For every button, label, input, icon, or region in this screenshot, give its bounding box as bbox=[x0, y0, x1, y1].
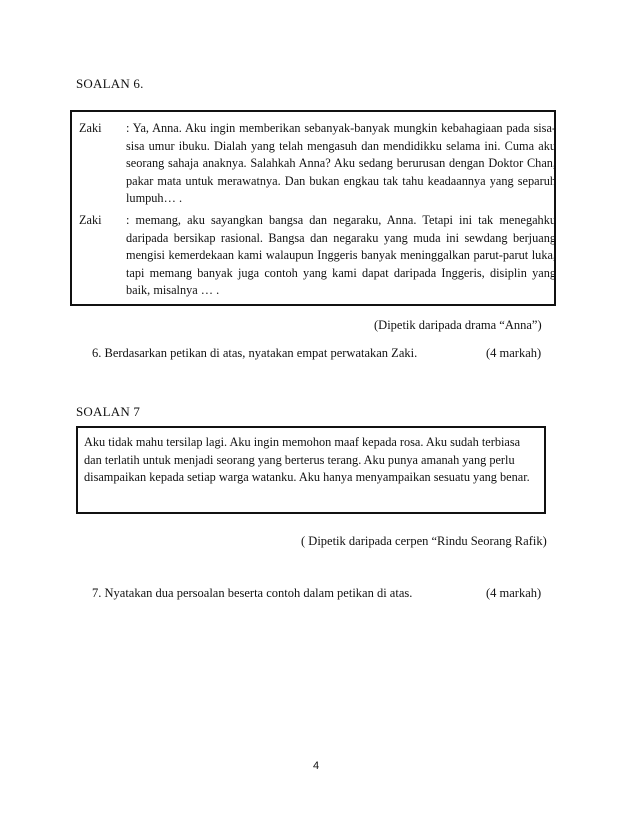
q7-marks: (4 markah) bbox=[486, 586, 542, 600]
page-number: 4 bbox=[313, 760, 320, 772]
speaker-label: Zaki bbox=[79, 213, 102, 227]
dialogue-text: : memang, aku sayangkan bangsa dan negaraku, Anna. Tetapi ini tak menegahku daripada bersikap rasional. Bangsa dan negaraku yang muda ini sewdang berjuang mengisi kemerdekaan kami walaupun Inggeris banyak meninggalkan parut-parut luka, tapi memang banyak juga contoh yang kami dapat daripada Inggeris, disiplin yang baik, misalnya … . bbox=[126, 213, 556, 297]
dialogue-text: : Ya, Anna. Aku ingin memberikan sebanyak-banyak mungkin kebahagiaan pada sisa-sisa umur ibuku. Dialah yang telah mengasuh dan mendidikku selama ini. Cuma aku seorang sahaja anaknya. Salahkah Anna? Aku sedang berurusan dengan Doktor Chan, pakar mata untuk merawatnya. Dan bukan engkau tak tahu keadaannya yang separuh lumpuh… . bbox=[126, 121, 556, 205]
q6-marks: (4 markah) bbox=[486, 346, 542, 360]
dialogue-line bbox=[79, 120, 556, 205]
q6-dialogue-box bbox=[70, 110, 556, 306]
q7-source-citation: ( Dipetik daripada cerpen “Rindu Seorang Rafik) bbox=[301, 534, 547, 548]
q6-source-citation: (Dipetik daripada drama “Anna”) bbox=[374, 318, 542, 332]
speaker-label: Zaki bbox=[79, 121, 102, 135]
q7-passage-text: Aku tidak mahu tersilap lagi. Aku ingin memohon maaf kepada rosa. Aku sudah terbiasa dan terlatih untuk menjadi seorang yang berterus terang. Aku punya amanah yang perlu disampaikan kepada setiap warga watanku. Aku hanya menyampaikan sesuatu yang benar. bbox=[84, 435, 530, 484]
q6-question: 6. Berdasarkan petikan di atas, nyatakan empat perwatakan Zaki. bbox=[92, 346, 418, 360]
q6-heading: SOALAN 6. bbox=[76, 76, 144, 91]
q7-heading: SOALAN 7 bbox=[76, 404, 141, 419]
dialogue-line bbox=[79, 212, 556, 297]
q7-question: 7. Nyatakan dua persoalan beserta contoh dalam petikan di atas. bbox=[92, 586, 413, 600]
q7-passage-box bbox=[76, 426, 546, 514]
